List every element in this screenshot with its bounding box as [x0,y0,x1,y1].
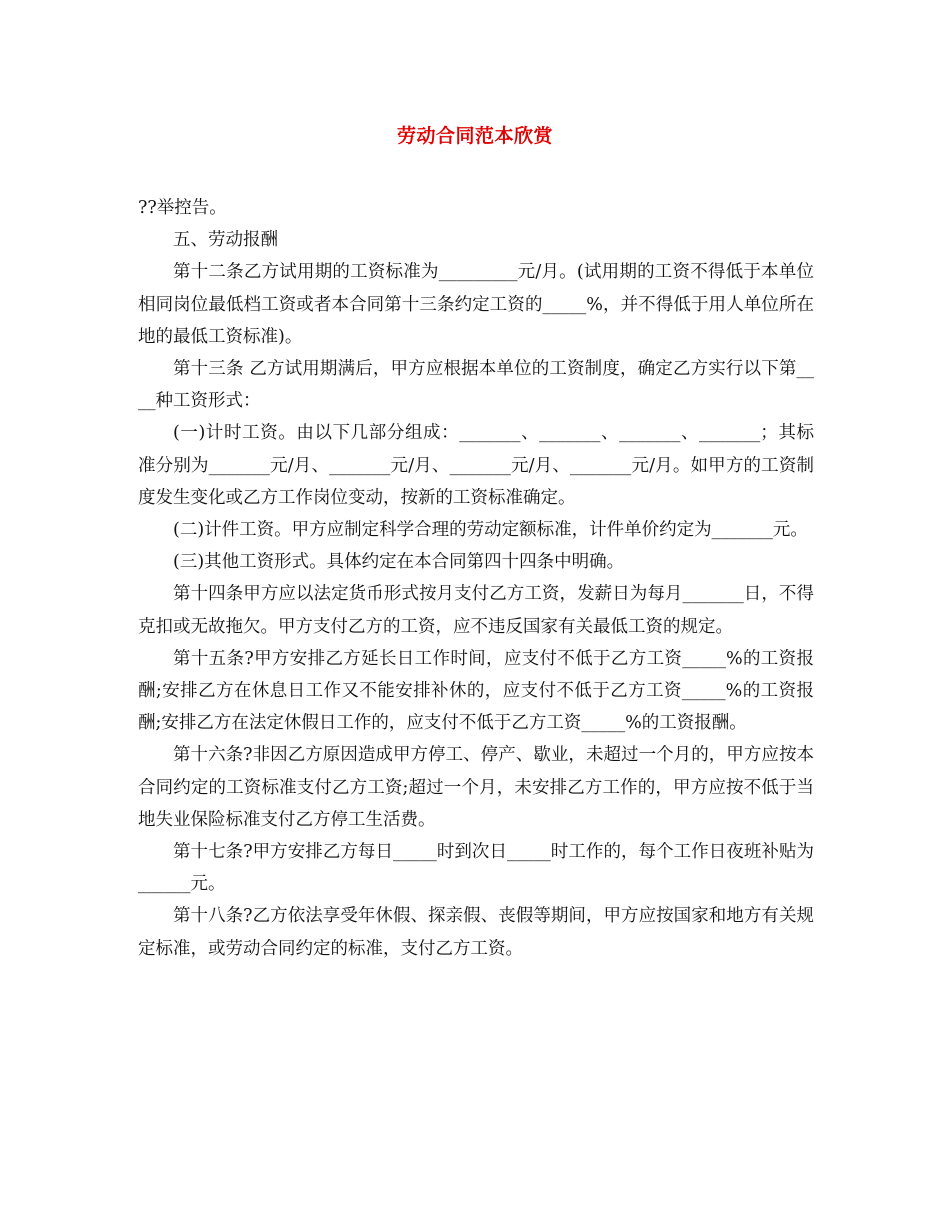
section-heading: 五、劳动报酬 [173,230,278,251]
article-12: 第十二条乙方试用期的工资标准为_________元/月。(试用期的工资不得低于本单位相同岗位最低档工资或者本合同第十三条约定工资的_____%，并不得低于用人单位所在地的最低工资标准)。 [138,262,814,347]
article-18: 第十八条?乙方依法享受年休假、探亲假、丧假等期间，甲方应按国家和地方有关规定标准，或劳动合同约定的标准，支付乙方工资。 [138,906,814,959]
article-15: 第十五条?甲方安排乙方延长日工作时间，应支付不低于乙方工资_____%的工资报酬;安排乙方在休息日工作又不能安排补休的，应支付不低于乙方工资_____%的工资报酬;安排乙方在法定休假日工作的，应支付不低于乙方工资_____%的工资报酬。 [138,648,814,734]
document-title: 劳动合同范本欣赏 [396,125,553,147]
document-body [138,192,814,965]
article-13-item-3: (三)其他工资形式。具体约定在本合同第四十四条中明确。 [173,552,625,573]
paragraph-fragment: ??举控告。 [138,198,227,218]
article-14: 第十四条甲方应以法定货币形式按月支付乙方工资，发薪日为每月_______日，不得克扣或无故拖欠。甲方支付乙方的工资，应不违反国家有关最低工资的规定。 [138,584,814,637]
article-13-item-2: (二)计件工资。甲方应制定科学合理的劳动定额标准，计件单价约定为_______元。 [173,520,808,541]
article-17: 第十七条?甲方安排乙方每日_____时到次日_____时工作的，每个工作日夜班补贴为______元。 [138,842,814,895]
article-13: 第十三条 乙方试用期满后，甲方应根据本单位的工资制度，确定乙方实行以下第____种工资形式： [138,359,814,412]
article-16: 第十六条?非因乙方原因造成甲方停工、停产、歇业，未超过一个月的，甲方应按本合同约定的工资标准支付乙方工资;超过一个月，未安排乙方工作的，甲方应按不低于当地失业保险标准支付乙方停工生活费。 [138,745,814,830]
article-13-item-1: (一)计时工资。由以下几部分组成：_______、_______、_______、_______；其标准分别为_______元/月、_______元/月、_______元/月、_______元/月。如甲方的工资制度发生变化或乙方工作岗位变动，按新的工资标准确定。 [138,423,814,508]
